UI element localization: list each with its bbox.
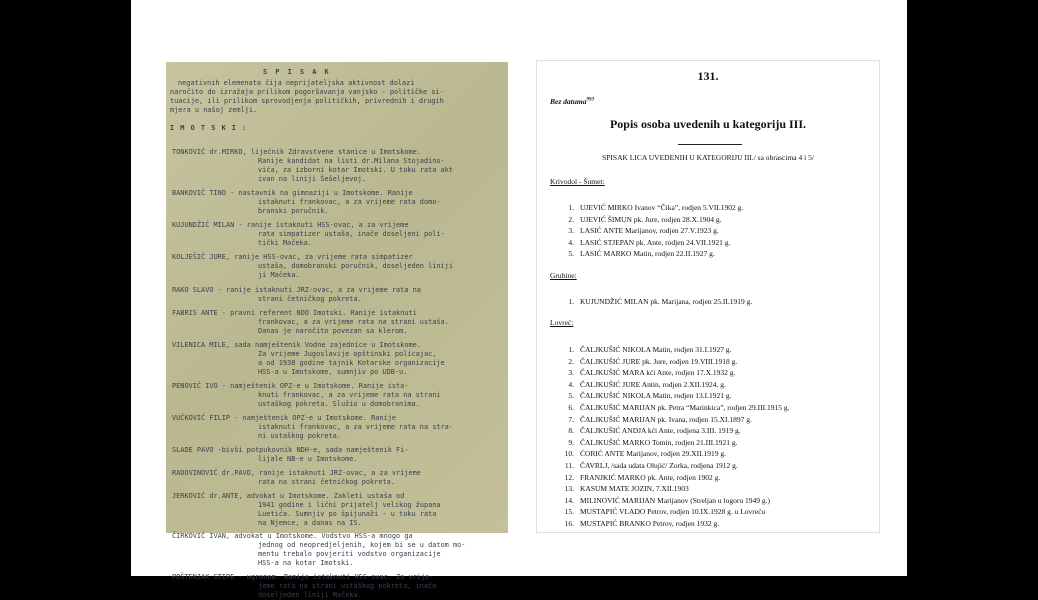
list-item [558, 415, 752, 424]
list-item-number: 12. [564, 472, 574, 482]
scan-text-line: Ranije kandidat na listi dr.Milana Stojadino- [258, 157, 445, 165]
printed-document-page [537, 61, 879, 532]
list-item-text: ČALJKUŠIĆ NIKOLA Matin, rodjen 31.I.1927 g. [580, 345, 732, 354]
scan-text-line: vića, za izborni kotar Imotski. U toku rata akt [258, 166, 453, 174]
list-item-text: KASUM MATE JOZIN, 7.XII.1903 [580, 484, 689, 494]
list-item-number: 11. [564, 461, 574, 470]
list-item [558, 391, 731, 400]
list-item [558, 449, 726, 458]
scan-text-line: SLADE PAVO -bivši potpukovnik NDH-e, sada namještenik Fi- [172, 446, 409, 454]
list-item [558, 484, 689, 493]
heading-divider [678, 144, 742, 145]
list-item-number: 13. [564, 484, 574, 494]
scan-text-line: jeme rata na strani ustaškog pokreta, inače [258, 582, 437, 590]
list-item-text: ČALJKUŠIĆ JURE pk. Jure, rodjen 19.VIII.1918 g. [580, 356, 738, 366]
scan-text-line: doseljeden liniji Mačeka. [258, 591, 362, 599]
list-item-text: ČALJKUŠIĆ NIKOLA Matin, rodjen 13.I.1921 g. [580, 391, 732, 401]
scan-text-line: istaknuti frankovac, a za vrijeme rata na stra- [258, 423, 453, 431]
list-item-number: 4. [568, 379, 574, 389]
list-item-text: ČALJKUŠIĆ MARIJAN pk. Ivana, rodjen 15.XI.1897 g. [580, 414, 752, 424]
list-item [558, 473, 720, 482]
scan-title: S P I S A K [263, 68, 331, 76]
list-item-text: ČAVRLJ, /sada udata Olujić/ Zorka, rodjena 1912 g. [580, 461, 738, 470]
place-heading: Lovreć: [550, 318, 574, 327]
scan-text-line: rata na strani četničkog pokreta. [258, 478, 395, 486]
list-item-text: MUSTAPIĆ BRANKO Petrov, rodjen 1932 g. [580, 519, 720, 528]
scan-text-line: HSS-a u Imotskome, sumnjiv po UDB-u. [258, 368, 408, 376]
scan-text-line: HSS-a na kotar Imotski. [258, 559, 354, 567]
scan-text-line: Za vrijeme Jugoslavije opštinski policajac, [258, 350, 437, 358]
list-item [558, 238, 730, 247]
place-heading: Grubine: [550, 271, 577, 280]
list-item-number: 15. [564, 507, 574, 517]
list-item-text: ĆORIĆ ANTE Marijanov, rodjen 29.XII.1919 g. [580, 449, 726, 459]
scan-text-line: ni ustaškog pokreta. [258, 432, 341, 440]
list-item-text: UJEVIĆ MIRKO Ivanov “Čika”, rodjen 5.VII.1902 g. [580, 203, 744, 212]
list-item [558, 249, 715, 258]
list-item-text: FRANJKIĆ MARKO pk. Ante, rodjen 1902 g. [580, 472, 721, 482]
scan-text-line: tički Mačeka. [258, 239, 312, 247]
list-item-number: 1. [568, 345, 574, 354]
list-item-text: MILINOVIĆ MARIJAN Marijanov (Streljan u logoru 1949 g.) [580, 495, 770, 505]
list-item [558, 461, 738, 470]
list-item-number: 2. [568, 214, 574, 224]
list-item-text: ČALJKUŠIĆ JURE Antin, rodjen 2.XII.1924. g. [580, 379, 726, 389]
list-item-number: 2. [568, 356, 574, 366]
list-item-text: ČALJKUŠIĆ MARKO Tomin, rodjen 21.III.1921 g. [580, 437, 738, 447]
scan-text-line: ČIRKOVIĆ IVAN, advokat u Imotskome. Vodstvo HSS-a mnogo ga [172, 532, 413, 540]
scan-text-line: KUJUNDŽIĆ MILAN - ranije istaknuti HSS-ovac, a za vrijeme [172, 221, 409, 229]
scan-text-line: Danas je naročito povezan sa klerom. [258, 327, 408, 335]
scan-text-line: negativnih elemenata čija neprijateljska aktivnost dolazi [178, 79, 415, 87]
date-text: Bez datuma [550, 97, 587, 106]
scan-text-line: mjera u našoj zemlji. [170, 106, 258, 114]
list-item [558, 357, 737, 366]
list-item-number: 16. [564, 519, 574, 528]
scan-text-line: Luetića. Sumnjiv po špijunaži - u toku rata [258, 510, 437, 518]
scan-text-line: RAKO SLAVO - ranije istaknuti JRZ-ovac, a za vrijeme rata na [172, 286, 421, 294]
scan-text-line: PENOVIĆ IVO - namještenik OPZ-e u Imotskome. Ranije ista- [172, 382, 409, 390]
list-item [558, 215, 721, 224]
list-item [558, 380, 726, 389]
list-item-number: 6. [568, 403, 574, 412]
list-item [558, 368, 735, 377]
scan-text-line: strani četničkog pokreta. [258, 295, 362, 303]
list-item-number: 3. [568, 226, 574, 236]
list-item [558, 426, 741, 435]
scan-text-line: ustaškog pokreta. Služio u domobranima. [258, 400, 420, 408]
typewritten-document-scan [166, 62, 508, 599]
scan-text-line: BANKOVIĆ TINO - nastavnik na gimnaziji u Imotskome. Ranije [172, 189, 413, 197]
list-item-number: 4. [568, 237, 574, 247]
scan-section-heading: I M O T S K I : [170, 124, 248, 132]
document-subtitle: SPISAK LICA UVEDENIH U KATEGORIJU III./ sa obrascima 4 i 5/ [602, 153, 814, 162]
list-item-number: 1. [568, 203, 574, 212]
scan-text-line: mentu trebalo povjeriti vodstvo organizacije [258, 550, 441, 558]
list-item-number: 5. [568, 391, 574, 401]
footnote-marker: 993 [586, 97, 594, 103]
place-heading: Krivodol - Šumet: [550, 177, 605, 186]
scan-text-line: frankovac, a za vrijeme rata na strani ustaša. [258, 318, 449, 326]
list-item-text: MUSTAPIĆ VLADO Petrov, rodjen 10.IX.1928 g. u Lovreću [580, 507, 766, 517]
scan-text-line: POŠTENJAK STIPE - ugronom. Ranije istaknuti HSS-ovac. Za vrije- [172, 573, 434, 581]
document-heading: Popis osoba uvedenih u kategoriju III. [609, 117, 807, 131]
scan-text-line: jednog od neopredjeljenih, kojem bi se u datom mo- [258, 541, 466, 549]
list-item-number: 5. [568, 249, 574, 259]
list-item-number: 8. [568, 426, 574, 436]
scan-text-line: istaknuti frankovac, a za vrijeme rata domo- [258, 198, 441, 206]
date-label [550, 97, 594, 106]
list-item-text: LASIĆ STJEPAN pk. Ante, rodjen 24.VII.1921 g. [580, 237, 731, 247]
list-item [558, 226, 719, 235]
scan-text-line: VILENICA MILE, sada namještenik Vodne zajednice u Imotskome. [172, 341, 421, 349]
list-item-text: LASIĆ MARKO Matin, rodjen 22.II.1927 g. [580, 249, 715, 259]
list-item-number: 1. [568, 297, 574, 306]
list-item [558, 507, 765, 516]
scan-text-line: na Njemce, a danas na IS. [258, 519, 362, 527]
scan-text-line: JERKOVIĆ dr.ANTE, advokat u Imotskome. Zakleti ustaša od [172, 492, 405, 500]
list-item-number: 14. [564, 495, 574, 505]
list-item [558, 519, 719, 528]
scan-text-line: VUČKOVIĆ FILIP - namještenik OPZ-e u Imotskome. Ranije [172, 414, 397, 422]
list-item-text: ČALJKUŠIĆ MARA kći Ante, rodjen 17.X.1932 g. [580, 368, 736, 378]
list-item [558, 203, 743, 212]
list-item [558, 345, 731, 354]
scan-text-line: branski poručnik. [258, 207, 329, 215]
scan-text-line: 1941 godine i lični prijatelj velikog župana [258, 501, 441, 509]
scan-text-line: RADOVINOVIĆ dr.PAVO, ranije istaknuti JRZ-ovac, a za vrijeme [172, 469, 421, 477]
scan-text-line: tuacije, ili prilikom sprovodjenja političkih, privrednih i drugih [170, 97, 444, 105]
list-item-text: KUJUNDŽIĆ MILAN pk. Marijana, rodjen 25.II.1919 g. [580, 297, 753, 306]
list-item-number: 9. [568, 437, 574, 447]
list-item-text: LASIĆ ANTE Marijanov, rodjen 27.V.1923 g. [580, 226, 719, 236]
scan-text-line: TONKOVIĆ dr.MIRKO, liječnik Zdravstvene stanice u Imotskome. [172, 148, 421, 156]
scan-text-line: naročito do izražaja prilikom pogoršavanja vanjsko - političke si- [170, 88, 444, 96]
list-item [558, 297, 752, 306]
document-number: 131. [697, 69, 719, 83]
list-item-text: ČALJKUŠIĆ MARIJAN pk. Petra “Marinkica”, rodjen 29.III.1915 g. [580, 403, 790, 412]
scan-text-line: FABRIS ANTE - pravni referent NOO Imotski. Ranije istaknuti [172, 309, 417, 317]
list-item [558, 403, 790, 412]
list-item-number: 7. [568, 414, 574, 424]
scan-text-line: KOLJEŠIĆ JURE, ranije HSS-ovac, za vrijeme rata simpatizer [172, 253, 413, 261]
scan-text-line: ustaša, domobranski poručnik, doseljeden liniji [258, 262, 453, 270]
scan-text-line: rata simpatizer ustaša, inače doseljeni poli- [258, 230, 445, 238]
scan-text-line: knuti frankovac, a za vrijeme rata na strani [258, 391, 441, 399]
scan-text-line: ivan na liniji Šešeljevoj. [258, 175, 366, 183]
list-item-text: UJEVIĆ ŠIMUN pk. Jure, rodjen 28.X.1904 g. [580, 214, 722, 224]
scan-text-line: ji Mačeka. [258, 271, 300, 279]
list-item [558, 438, 737, 447]
list-item-number: 10. [564, 449, 574, 459]
list-item [558, 496, 770, 505]
list-item-text: ČALJKUŠIĆ ANDJA kći Ante, rodjena 3.III. 1919 g. [580, 426, 741, 436]
scan-text-line: lijale NB-e u Imotskome. [258, 455, 358, 463]
scan-text-line: a od 1938 godine tajnik Kotarske organizacije [258, 359, 445, 367]
list-item-number: 3. [568, 368, 574, 378]
